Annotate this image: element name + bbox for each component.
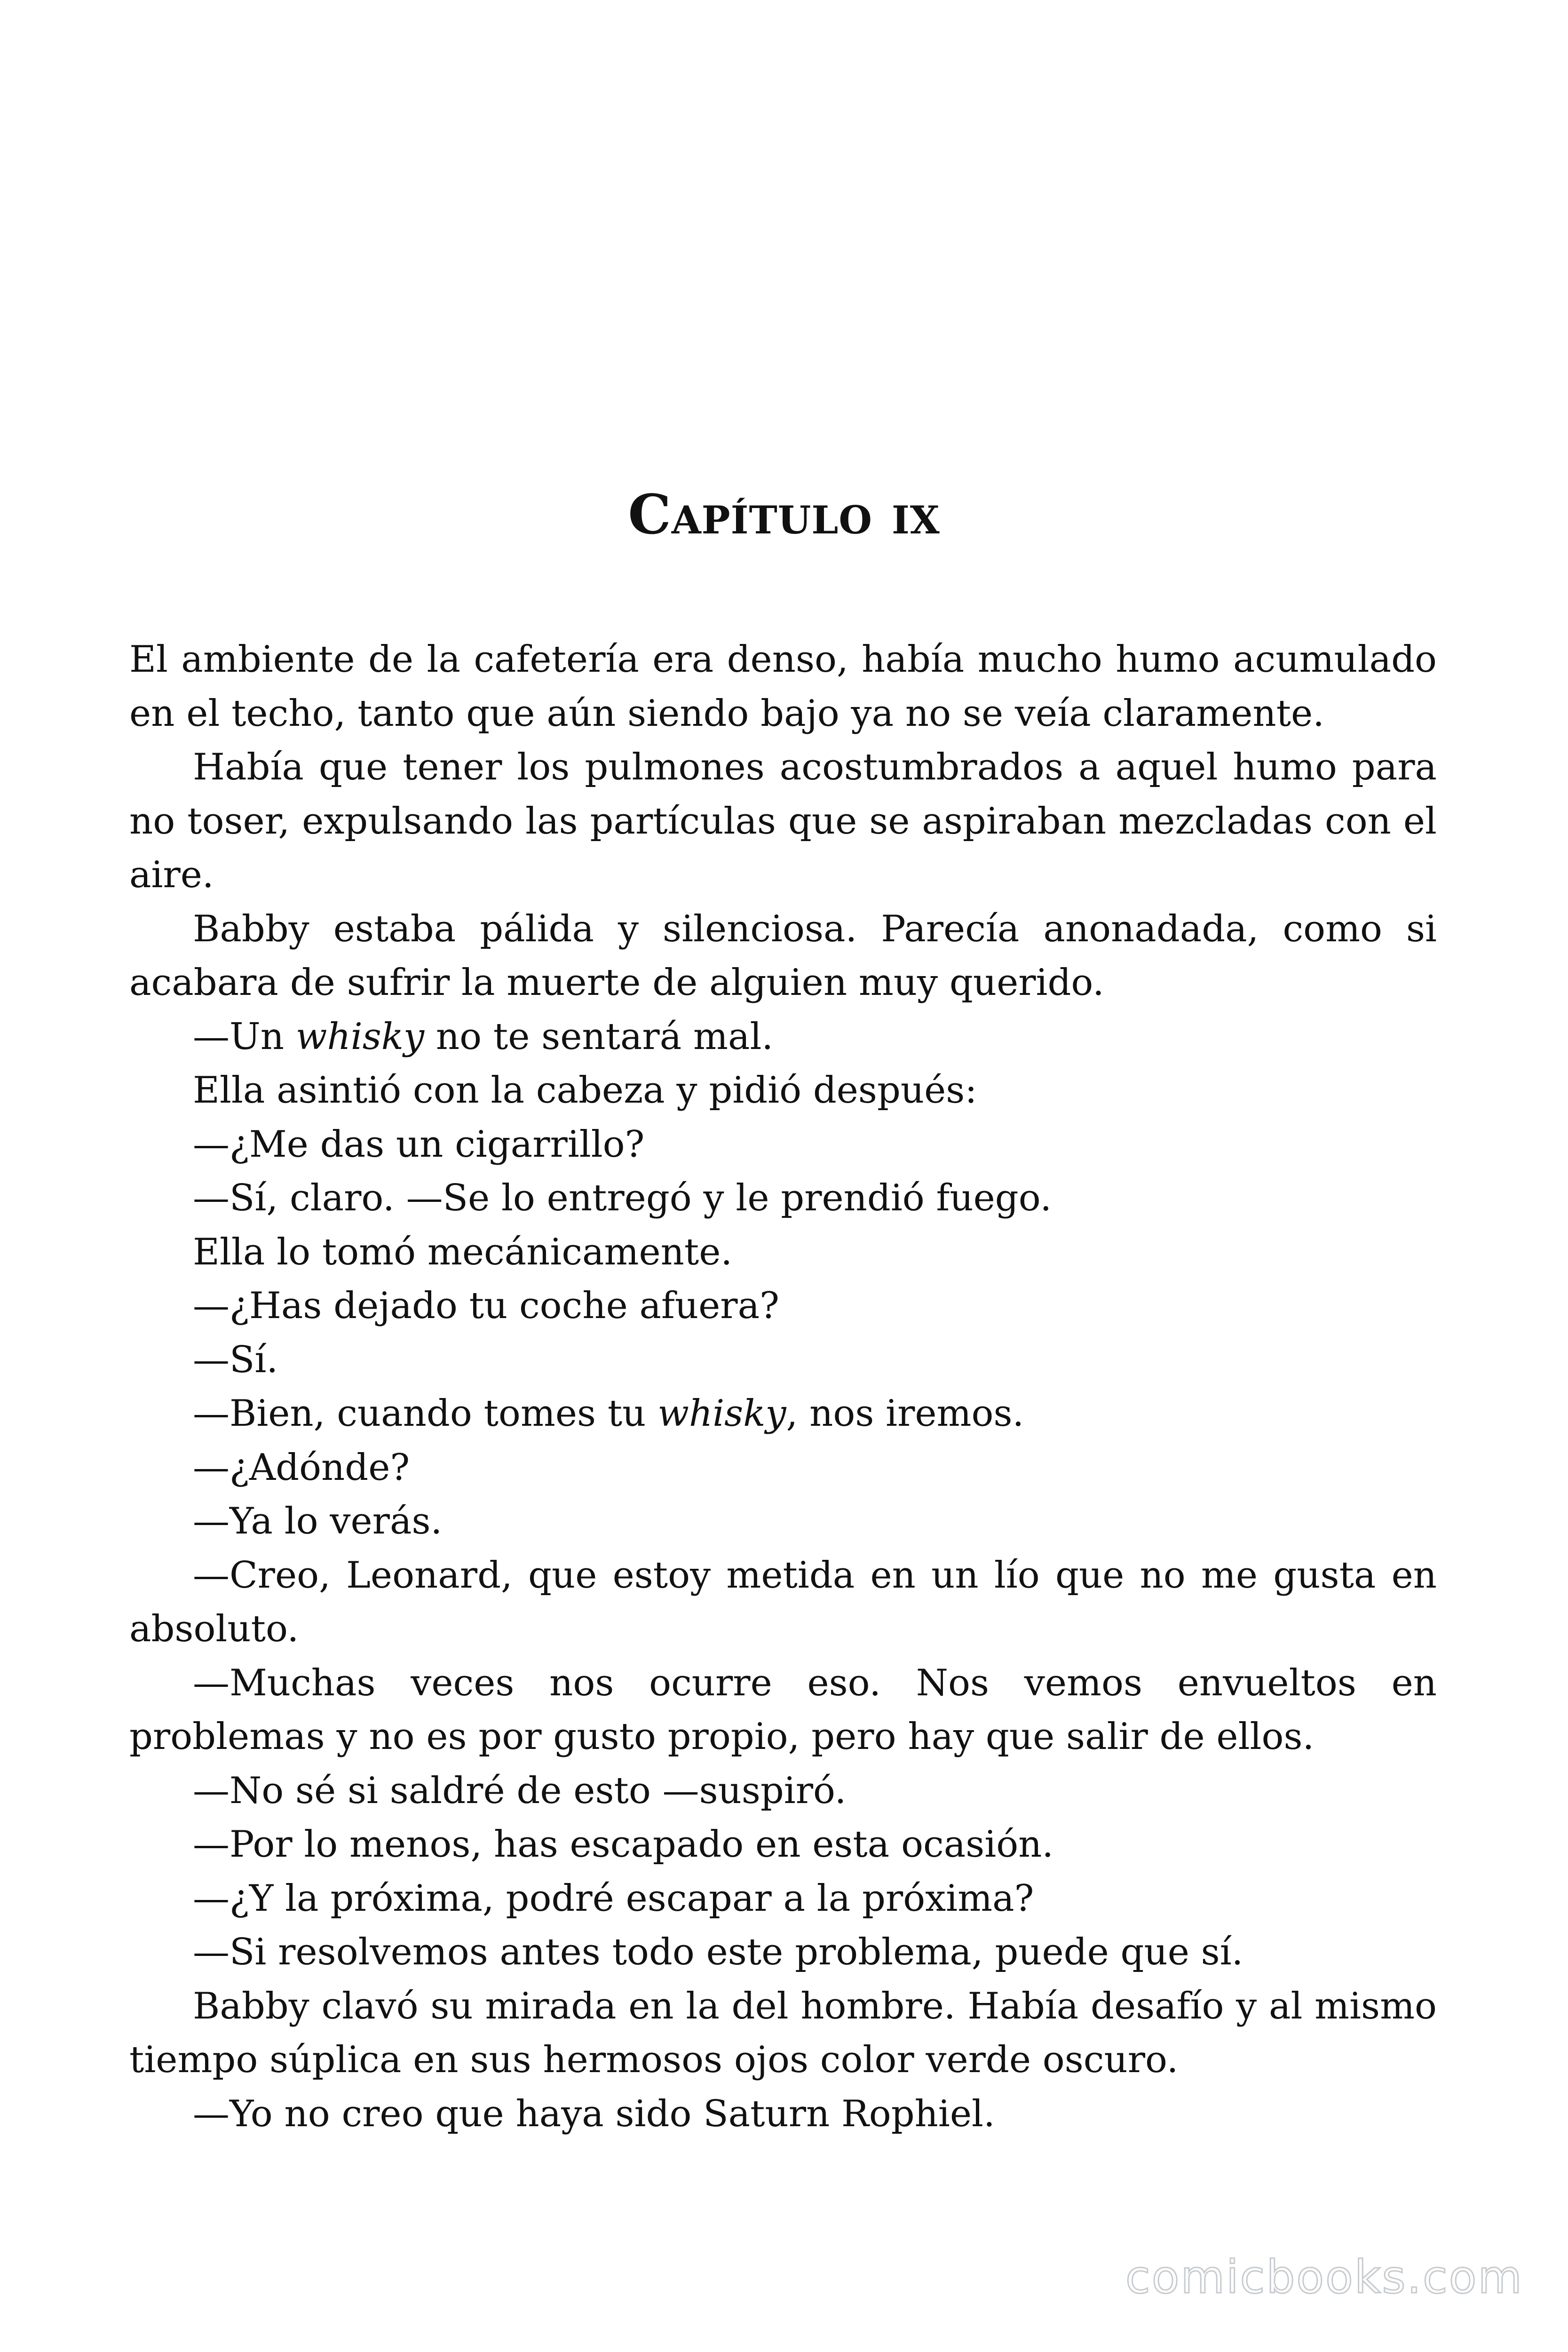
italic-text: whisky — [657, 1392, 786, 1435]
paragraph-text: —¿Adónde? — [193, 1446, 410, 1489]
paragraph — [129, 1818, 1437, 1872]
paragraph — [129, 740, 1437, 902]
paragraph — [129, 1441, 1437, 1495]
paragraph — [129, 1333, 1437, 1387]
paragraph-text: —Sí, claro. —Se lo entregó y le prendió fuego. — [193, 1177, 1052, 1219]
chapter-title: Capítulo ix — [628, 483, 940, 547]
paragraph — [129, 1171, 1437, 1225]
paragraph — [129, 1279, 1437, 1333]
paragraph-text: Ella lo tomó mecánicamente. — [193, 1231, 733, 1273]
paragraph-text: —Por lo menos, has escapado en esta ocasión. — [193, 1823, 1054, 1866]
paragraph-text: Ella asintió con la cabeza y pidió después: — [193, 1069, 977, 1112]
chapter-body — [129, 633, 1437, 2141]
paragraph — [129, 902, 1437, 1010]
paragraph-text: —No sé si saldré de esto —suspiró. — [193, 1769, 847, 1812]
paragraph-text: —Sí. — [193, 1338, 278, 1381]
paragraph-text: —Bien, cuando tomes tu — [193, 1392, 658, 1435]
italic-text: whisky — [295, 1015, 425, 1058]
paragraph-text: Babby clavó su mirada en la del hombre. Había desafío y al mismo tiempo súplica en sus hermosos ojos color verde oscuro. — [129, 1985, 1437, 2081]
paragraph-text: —Muchas veces nos ocurre eso. Nos vemos envueltos en problemas y no es por gusto propio, pero hay que salir de ellos. — [129, 1661, 1437, 1758]
paragraph — [129, 1656, 1437, 1764]
paragraph-text: —Si resolvemos antes todo este problema, puede que sí. — [193, 1931, 1243, 1973]
paragraph-text: —Yo no creo que haya sido Saturn Rophiel. — [193, 2092, 995, 2135]
paragraph-text: , nos iremos. — [786, 1392, 1024, 1435]
paragraph — [129, 1549, 1437, 1656]
paragraph — [129, 1118, 1437, 1172]
paragraph — [129, 1979, 1437, 2087]
paragraph-text: —Ya lo verás. — [193, 1500, 443, 1542]
paragraph-text: El ambiente de la cafetería era denso, había mucho humo acumulado en el techo, tanto que aún siendo bajo ya no se veía claramente. — [129, 638, 1437, 735]
paragraph — [129, 2087, 1437, 2141]
paragraph-text: Había que tener los pulmones acostumbrados a aquel humo para no toser, expulsando las partículas que se aspiraban mezcladas con el aire. — [129, 746, 1437, 896]
paragraph — [129, 1872, 1437, 1926]
paragraph-text: —Creo, Leonard, que estoy metida en un lío que no me gusta en absoluto. — [129, 1554, 1437, 1650]
paragraph-text: —¿Me das un cigarrillo? — [193, 1123, 645, 1166]
paragraph — [129, 1064, 1437, 1118]
paragraph-text: Babby estaba pálida y silenciosa. Parecía anonadada, como si acabara de sufrir la muerte de alguien muy querido. — [129, 907, 1437, 1004]
paragraph — [129, 1494, 1437, 1549]
paragraph-text: no te sentará mal. — [424, 1015, 774, 1058]
paragraph — [129, 1010, 1437, 1064]
paragraph — [129, 1387, 1437, 1441]
paragraph — [129, 633, 1437, 740]
paragraph-text: —Un — [193, 1015, 296, 1058]
paragraph — [129, 1225, 1437, 1279]
paragraph-text: —¿Y la próxima, podré escapar a la próxima? — [193, 1877, 1034, 1920]
paragraph-text: —¿Has dejado tu coche afuera? — [193, 1285, 779, 1327]
paragraph — [129, 1925, 1437, 1979]
watermark-logo: comicbooks.com — [1125, 2251, 1523, 2304]
paragraph — [129, 1764, 1437, 1818]
